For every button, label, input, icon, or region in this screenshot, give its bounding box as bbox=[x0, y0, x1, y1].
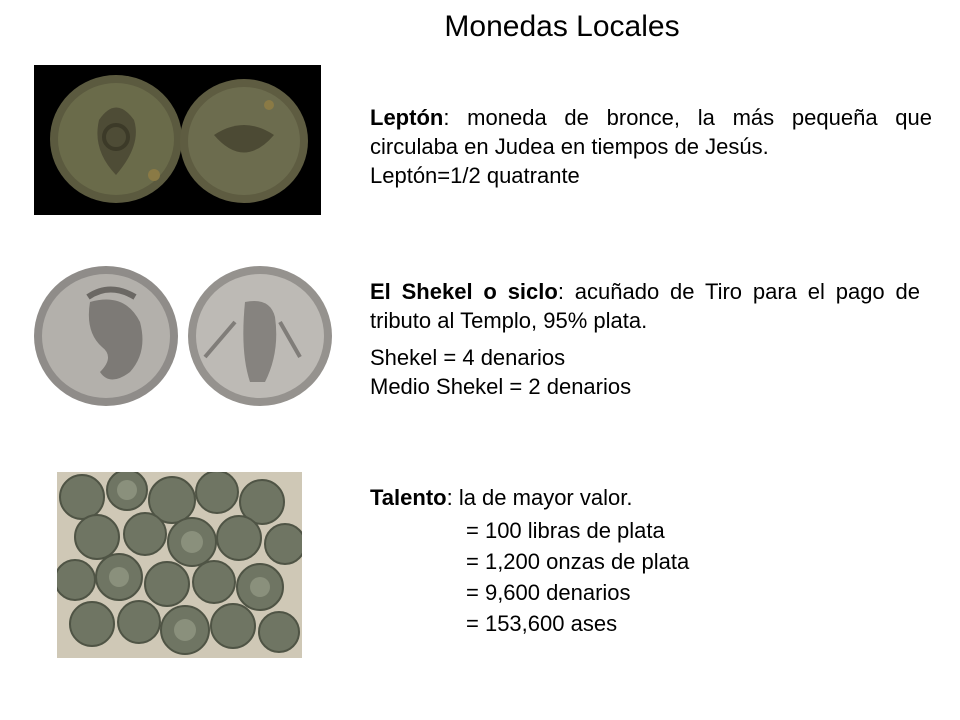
shekel-description bbox=[370, 277, 920, 335]
talento-coins-image bbox=[57, 472, 302, 658]
lepton-description bbox=[370, 103, 932, 161]
lepton-coins-image bbox=[34, 65, 321, 215]
talento-desc: : la de mayor valor. bbox=[446, 485, 633, 510]
talento-name: Talento bbox=[370, 485, 447, 510]
talento-equivalence-1: = 100 libras de plata bbox=[466, 518, 665, 543]
talento-equivalence-3: = 9,600 denarios bbox=[466, 580, 631, 605]
shekel-equivalence-2: Medio Shekel = 2 denarios bbox=[370, 374, 632, 399]
shekel-desc: : acuñado de Tiro para el pago de tributo al Templo, 95% plata. bbox=[370, 279, 920, 333]
shekel-coins-icon bbox=[30, 262, 334, 410]
talento-equivalence-2: = 1,200 onzas de plata bbox=[466, 549, 690, 574]
lepton-name: Leptón bbox=[370, 105, 444, 130]
talento-equivalence-4: = 153,600 ases bbox=[466, 611, 618, 636]
shekel-equivalence-1: Shekel = 4 denarios bbox=[370, 345, 566, 370]
lepton-desc: : moneda de bronce, la más pequeña que circulaba en Judea en tiempos de Jesús. bbox=[370, 105, 932, 159]
slide-title: Monedas Locales bbox=[444, 10, 680, 43]
shekel-coins-image bbox=[30, 262, 334, 410]
coin-pile-icon bbox=[57, 472, 302, 658]
shekel-name: El Shekel o siclo bbox=[370, 279, 558, 304]
lepton-equivalence: Leptón=1/2 quatrante bbox=[370, 163, 580, 188]
talento-description bbox=[370, 483, 632, 512]
lepton-coins-icon bbox=[34, 65, 321, 215]
